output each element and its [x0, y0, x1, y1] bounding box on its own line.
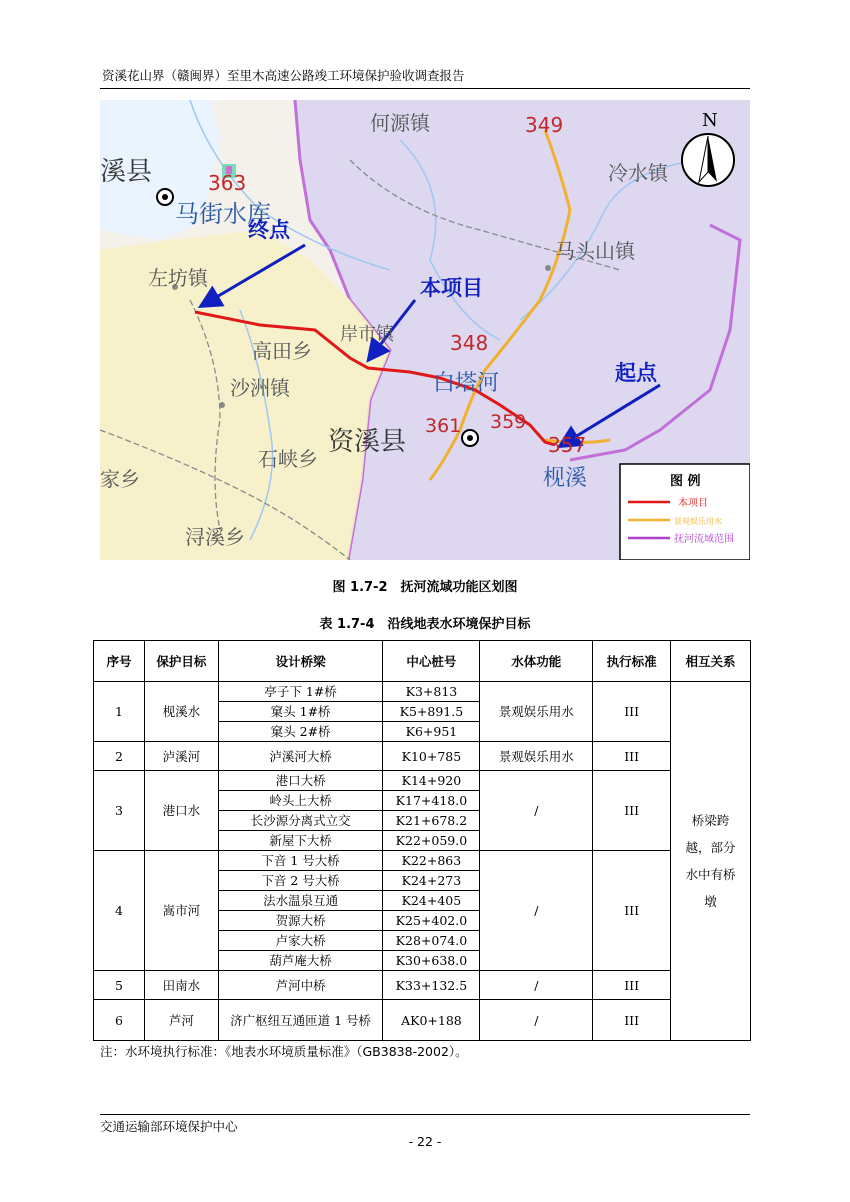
cell-bridge: 贺源大桥: [218, 911, 383, 931]
cell-station: K14+920: [383, 771, 480, 791]
footer-org: 交通运输部环境保护中心: [100, 1119, 238, 1134]
end-point-label: 终点: [248, 218, 290, 242]
town-marker: [545, 265, 551, 271]
col-header-no: 序号: [94, 641, 145, 682]
map-legend: [620, 464, 750, 560]
cell-no: 4: [94, 851, 145, 971]
county-label-zixi: 资溪县: [328, 427, 407, 457]
cell-bridge: 窠头 2#桥: [218, 722, 383, 742]
cell-function: /: [480, 971, 593, 1000]
cell-target: 枧溪水: [144, 682, 218, 742]
cell-target: 田南水: [144, 971, 218, 1000]
cell-station: K24+405: [383, 891, 480, 911]
county-seat-marker-dot: [467, 435, 473, 441]
table-row: [94, 682, 751, 702]
cell-function: /: [480, 1000, 593, 1041]
col-header-function: 水体功能: [480, 641, 593, 682]
table-row: [94, 742, 751, 771]
town-label-zuofang: 左坊镇: [148, 266, 208, 290]
cell-standard: III: [593, 851, 671, 971]
table-caption: 表 1.7-4 沿线地表水环境保护目标: [319, 617, 531, 632]
cell-no: 2: [94, 742, 145, 771]
project-label: 本项目: [420, 276, 483, 300]
road-label-359: 359: [490, 411, 527, 433]
cell-target: 嵩市河: [144, 851, 218, 971]
cell-bridge: 芦河中桥: [218, 971, 383, 1000]
cell-bridge: 港口大桥: [218, 771, 383, 791]
col-header-standard: 执行标准: [593, 641, 671, 682]
cell-station: K22+059.0: [383, 831, 480, 851]
cell-function: 景观娱乐用水: [480, 682, 593, 742]
river-label-baita: 白塔河: [433, 371, 500, 396]
cell-station: AK0+188: [383, 1000, 480, 1041]
cell-target: 芦河: [144, 1000, 218, 1041]
cell-station: K3+813: [383, 682, 480, 702]
header-rule: [100, 88, 750, 89]
figure-caption: 图 1.7-2 抚河流域功能区划图: [332, 580, 518, 595]
start-point-label: 起点: [615, 361, 657, 385]
watershed-map: [100, 100, 750, 560]
cell-station: K10+785: [383, 742, 480, 771]
table-note: 注：水环境执行标准：《地表水环境质量标准》（GB3838-2002）。: [100, 1044, 468, 1059]
north-label: N: [702, 110, 718, 131]
cell-standard: III: [593, 771, 671, 851]
cell-bridge: 葫芦庵大桥: [218, 951, 383, 971]
page-header-title: 资溪花山界（赣闽界）至里木高速公路竣工环境保护验收调查报告: [102, 68, 465, 83]
town-label-shazhou: 沙洲镇: [230, 376, 290, 400]
cell-bridge: 岭头上大桥: [218, 791, 383, 811]
cell-no: 1: [94, 682, 145, 742]
page-number: - 22 -: [408, 1134, 442, 1149]
col-header-bridge: 设计桥梁: [218, 641, 383, 682]
table-row: [94, 1000, 751, 1041]
cell-station: K30+638.0: [383, 951, 480, 971]
road-label-363: 363: [208, 171, 247, 195]
river-label-xixi: 枧溪: [543, 466, 588, 491]
legend-label-project: 本项目: [678, 498, 708, 509]
col-header-target: 保护目标: [144, 641, 218, 682]
cell-target: 港口水: [144, 771, 218, 851]
cell-target: 泸溪河: [144, 742, 218, 771]
cell-bridge: 卢家大桥: [218, 931, 383, 951]
town-label-matoushan: 马头山镇: [555, 239, 635, 263]
cell-standard: III: [593, 971, 671, 1000]
cell-bridge: 下音 2 号大桥: [218, 871, 383, 891]
town-label-xunxi: 浔溪乡: [185, 525, 245, 549]
town-label-lengshui: 冷水镇: [608, 161, 668, 185]
cell-station: K6+951: [383, 722, 480, 742]
legend-label-watershed: 抚河流域范围: [674, 534, 734, 545]
road-label-361: 361: [425, 415, 462, 437]
cell-no: 6: [94, 1000, 145, 1041]
cell-station: K17+418.0: [383, 791, 480, 811]
cell-bridge: 长沙源分离式立交: [218, 811, 383, 831]
col-header-relation: 相互关系: [671, 641, 751, 682]
town-label-shixia: 石峡乡: [258, 447, 318, 471]
cell-no: 5: [94, 971, 145, 1000]
cell-bridge: 济广枢纽互通匝道 1 号桥: [218, 1000, 383, 1041]
cell-function: 景观娱乐用水: [480, 742, 593, 771]
town-marker: [219, 402, 225, 408]
cell-station: K21+678.2: [383, 811, 480, 831]
town-label-gaotian: 高田乡: [252, 339, 312, 363]
cell-relation: 桥梁跨越，部分水中有桥墩: [671, 682, 751, 1041]
cell-standard: III: [593, 1000, 671, 1041]
protection-target-table: [93, 640, 751, 1041]
cell-station: K33+132.5: [383, 971, 480, 1000]
road-label-348: 348: [450, 331, 489, 355]
table-row: [94, 971, 751, 1000]
cell-bridge: 新屋下大桥: [218, 831, 383, 851]
cell-bridge: 法水温泉互通: [218, 891, 383, 911]
cell-function: /: [480, 851, 593, 971]
cell-standard: III: [593, 742, 671, 771]
cell-station: K22+863: [383, 851, 480, 871]
cell-station: K28+074.0: [383, 931, 480, 951]
county-seat-marker-dot: [162, 194, 168, 200]
cell-bridge: 亭子下 1#桥: [218, 682, 383, 702]
legend-title: 图 例: [670, 474, 701, 489]
table-row: [94, 771, 751, 791]
road-label-349: 349: [525, 113, 564, 137]
legend-label-landscape: 景观娱乐用水: [674, 517, 722, 526]
cell-bridge: 窠头 1#桥: [218, 702, 383, 722]
cell-bridge: 泸溪河大桥: [218, 742, 383, 771]
cell-station: K24+273: [383, 871, 480, 891]
table-row: [94, 851, 751, 871]
county-label-left: 溪县: [100, 157, 153, 187]
road-label-357: 357: [548, 433, 587, 457]
cell-function: /: [480, 771, 593, 851]
cell-no: 3: [94, 771, 145, 851]
col-header-station: 中心桩号: [383, 641, 480, 682]
town-label-jiaxiang: 家乡: [100, 467, 140, 491]
cell-standard: III: [593, 682, 671, 742]
table-header-row: [94, 641, 751, 682]
town-label-gangkou: 岸市镇: [340, 324, 394, 345]
footer-rule: [100, 1114, 750, 1115]
cell-station: K25+402.0: [383, 911, 480, 931]
reservoir-label: 马街水库: [175, 200, 271, 228]
cell-station: K5+891.5: [383, 702, 480, 722]
town-label-heyuan: 何源镇: [370, 111, 430, 135]
cell-bridge: 下音 1 号大桥: [218, 851, 383, 871]
